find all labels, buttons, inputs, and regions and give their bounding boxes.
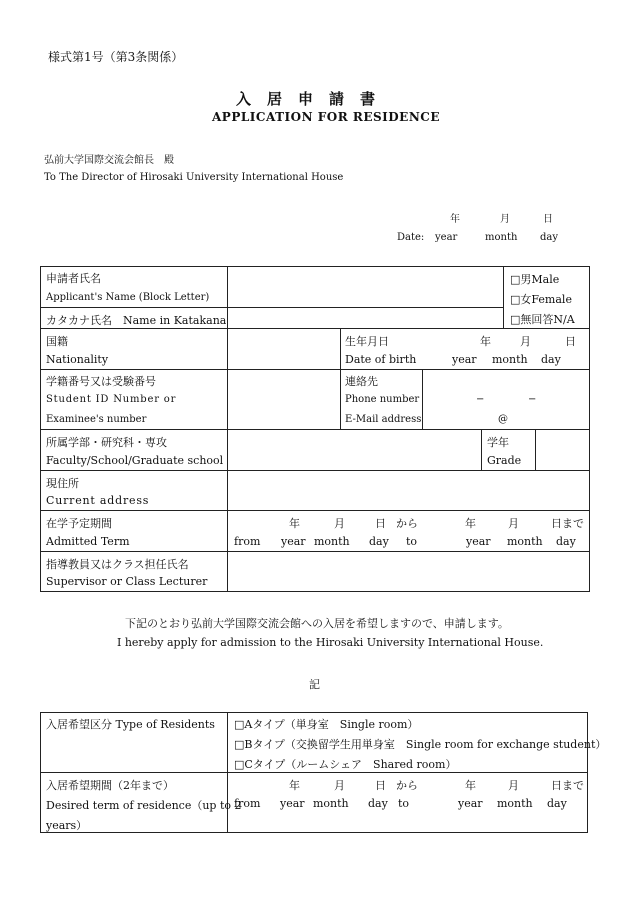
term-start-day-jp: 日 xyxy=(375,517,386,530)
gender-female-checkbox[interactable]: □女Female xyxy=(510,293,572,306)
email-label: E-Mail address xyxy=(345,414,422,425)
option-a-checkbox[interactable]: □Aタイプ（単身室 Single room） xyxy=(234,718,419,731)
nationality-label-en: Nationality xyxy=(46,353,109,366)
term-label-en: Admitted Term xyxy=(46,535,130,548)
supervisor-field[interactable] xyxy=(229,553,588,590)
address-field[interactable] xyxy=(229,472,588,509)
ki-heading: 記 xyxy=(309,678,320,691)
date-month[interactable]: month xyxy=(485,232,518,243)
grade-label-en: Grade xyxy=(487,454,522,467)
residence-type-label: 入居希望区分 Type of Residents xyxy=(46,718,215,731)
student-id-label-en2: Examinee's number xyxy=(46,414,147,425)
date-day[interactable]: day xyxy=(540,232,559,243)
statement-japanese: 下記のとおり弘前大学国際交流会館への入居を希望しますので、申請します。 xyxy=(125,617,509,630)
date-year[interactable]: year xyxy=(435,232,458,243)
desired-end-year[interactable]: year xyxy=(458,797,483,810)
desired-term-label-en1: Desired term of residence（up to 2 xyxy=(46,799,242,812)
desired-start-year[interactable]: year xyxy=(280,797,305,810)
dob-year-jp: 年 xyxy=(480,335,491,348)
gender-male-checkbox[interactable]: □男Male xyxy=(510,273,560,286)
desired-start-day[interactable]: day xyxy=(368,797,388,810)
contact-label-jp: 連絡先 xyxy=(345,375,378,388)
term-start-year-jp: 年 xyxy=(289,517,300,530)
desired-start-day-jp: 日 xyxy=(375,779,386,792)
desired-start-month-jp: 月 xyxy=(334,779,345,792)
dob-year[interactable]: year xyxy=(452,353,477,366)
phone-label: Phone number xyxy=(345,394,420,405)
supervisor-label-en: Supervisor or Class Lecturer xyxy=(46,575,208,588)
term-end-day[interactable]: day xyxy=(556,535,576,548)
term-end-month[interactable]: month xyxy=(507,535,543,548)
date-year-jp: 年 xyxy=(450,214,460,225)
term-label-jp: 在学予定期間 xyxy=(46,517,112,530)
addressee-japanese: 弘前大学国際交流会館長 殿 xyxy=(44,155,174,166)
nationality-field[interactable] xyxy=(229,330,339,368)
term-from: from xyxy=(234,535,261,548)
term-end-day-jp: 日まで xyxy=(551,517,584,530)
term-to: to xyxy=(406,535,418,548)
term-start-month-jp: 月 xyxy=(334,517,345,530)
dob-month-jp: 月 xyxy=(520,335,531,348)
student-id-label-jp: 学籍番号又は受験番号 xyxy=(46,375,156,388)
dob-day-jp: 日 xyxy=(565,335,576,348)
applicant-name-label-jp: 申請者氏名 xyxy=(46,272,101,285)
desired-term-label-en2: years） xyxy=(46,819,88,832)
faculty-label-en: Faculty/School/Graduate school xyxy=(46,454,224,467)
student-id-label-en1: Student ID Number or xyxy=(46,394,177,405)
desired-start-month[interactable]: month xyxy=(313,797,349,810)
grade-label-jp: 学年 xyxy=(487,436,509,449)
term-start-month[interactable]: month xyxy=(314,535,350,548)
dob-month[interactable]: month xyxy=(492,353,528,366)
student-id-field[interactable] xyxy=(229,371,339,428)
term-start-year[interactable]: year xyxy=(281,535,306,548)
faculty-label-jp: 所属学部・研究科・専攻 xyxy=(46,436,167,449)
form-number: 様式第1号（第3条関係） xyxy=(48,50,184,64)
date-label: Date: xyxy=(397,232,425,243)
phone-dash-2: − xyxy=(528,394,537,405)
term-start-day[interactable]: day xyxy=(369,535,389,548)
term-end-month-jp: 月 xyxy=(508,517,519,530)
gender-na-checkbox[interactable]: □無回答N/A xyxy=(510,313,575,326)
katakana-name-field[interactable] xyxy=(229,309,501,327)
nationality-label-jp: 国籍 xyxy=(46,335,68,348)
applicant-name-label-en: Applicant's Name (Block Letter) xyxy=(46,292,210,303)
option-c-checkbox[interactable]: □Cタイプ（ルームシェア Shared room） xyxy=(234,758,457,771)
supervisor-label-jp: 指導教員又はクラス担任氏名 xyxy=(46,558,189,571)
katakana-name-label: カタカナ氏名 Name in Katakana xyxy=(46,314,227,327)
addressee-english: To The Director of Hirosaki University International House xyxy=(44,172,344,183)
dob-label-en: Date of birth xyxy=(345,353,417,366)
email-at-sign: @ xyxy=(498,414,508,425)
term-end-year[interactable]: year xyxy=(466,535,491,548)
phone-dash-1: − xyxy=(476,394,485,405)
page-title-english: APPLICATION FOR RESIDENCE xyxy=(212,110,440,124)
option-b-checkbox[interactable]: □Bタイプ（交換留学生用単身室 Single room for exchange student） xyxy=(234,738,607,751)
dob-label-jp: 生年月日 xyxy=(345,335,389,348)
applicant-name-field[interactable] xyxy=(229,268,501,306)
term-end-year-jp: 年 xyxy=(465,517,476,530)
desired-end-day-jp: 日まで xyxy=(551,779,584,792)
statement-english: I hereby apply for admission to the Hirosaki University International House. xyxy=(117,636,544,649)
date-month-jp: 月 xyxy=(500,214,510,225)
grade-field[interactable] xyxy=(537,431,588,469)
address-label-en: Current address xyxy=(46,494,150,507)
faculty-field[interactable] xyxy=(229,431,480,469)
date-day-jp: 日 xyxy=(543,214,553,225)
desired-start-year-jp: 年 xyxy=(289,779,300,792)
email-field[interactable] xyxy=(424,410,588,428)
desired-to: to xyxy=(398,797,410,810)
address-label-jp: 現住所 xyxy=(46,477,79,490)
phone-field[interactable] xyxy=(424,390,588,408)
desired-end-month[interactable]: month xyxy=(497,797,533,810)
term-from-jp: から xyxy=(396,517,418,530)
desired-end-year-jp: 年 xyxy=(465,779,476,792)
desired-end-month-jp: 月 xyxy=(508,779,519,792)
page-title: 入居申請書 xyxy=(236,90,392,108)
desired-term-label-jp: 入居希望期間（2年まで） xyxy=(46,779,174,792)
desired-from-jp: から xyxy=(396,779,418,792)
desired-end-day[interactable]: day xyxy=(547,797,567,810)
dob-day[interactable]: day xyxy=(541,353,561,366)
desired-from: from xyxy=(234,797,261,810)
